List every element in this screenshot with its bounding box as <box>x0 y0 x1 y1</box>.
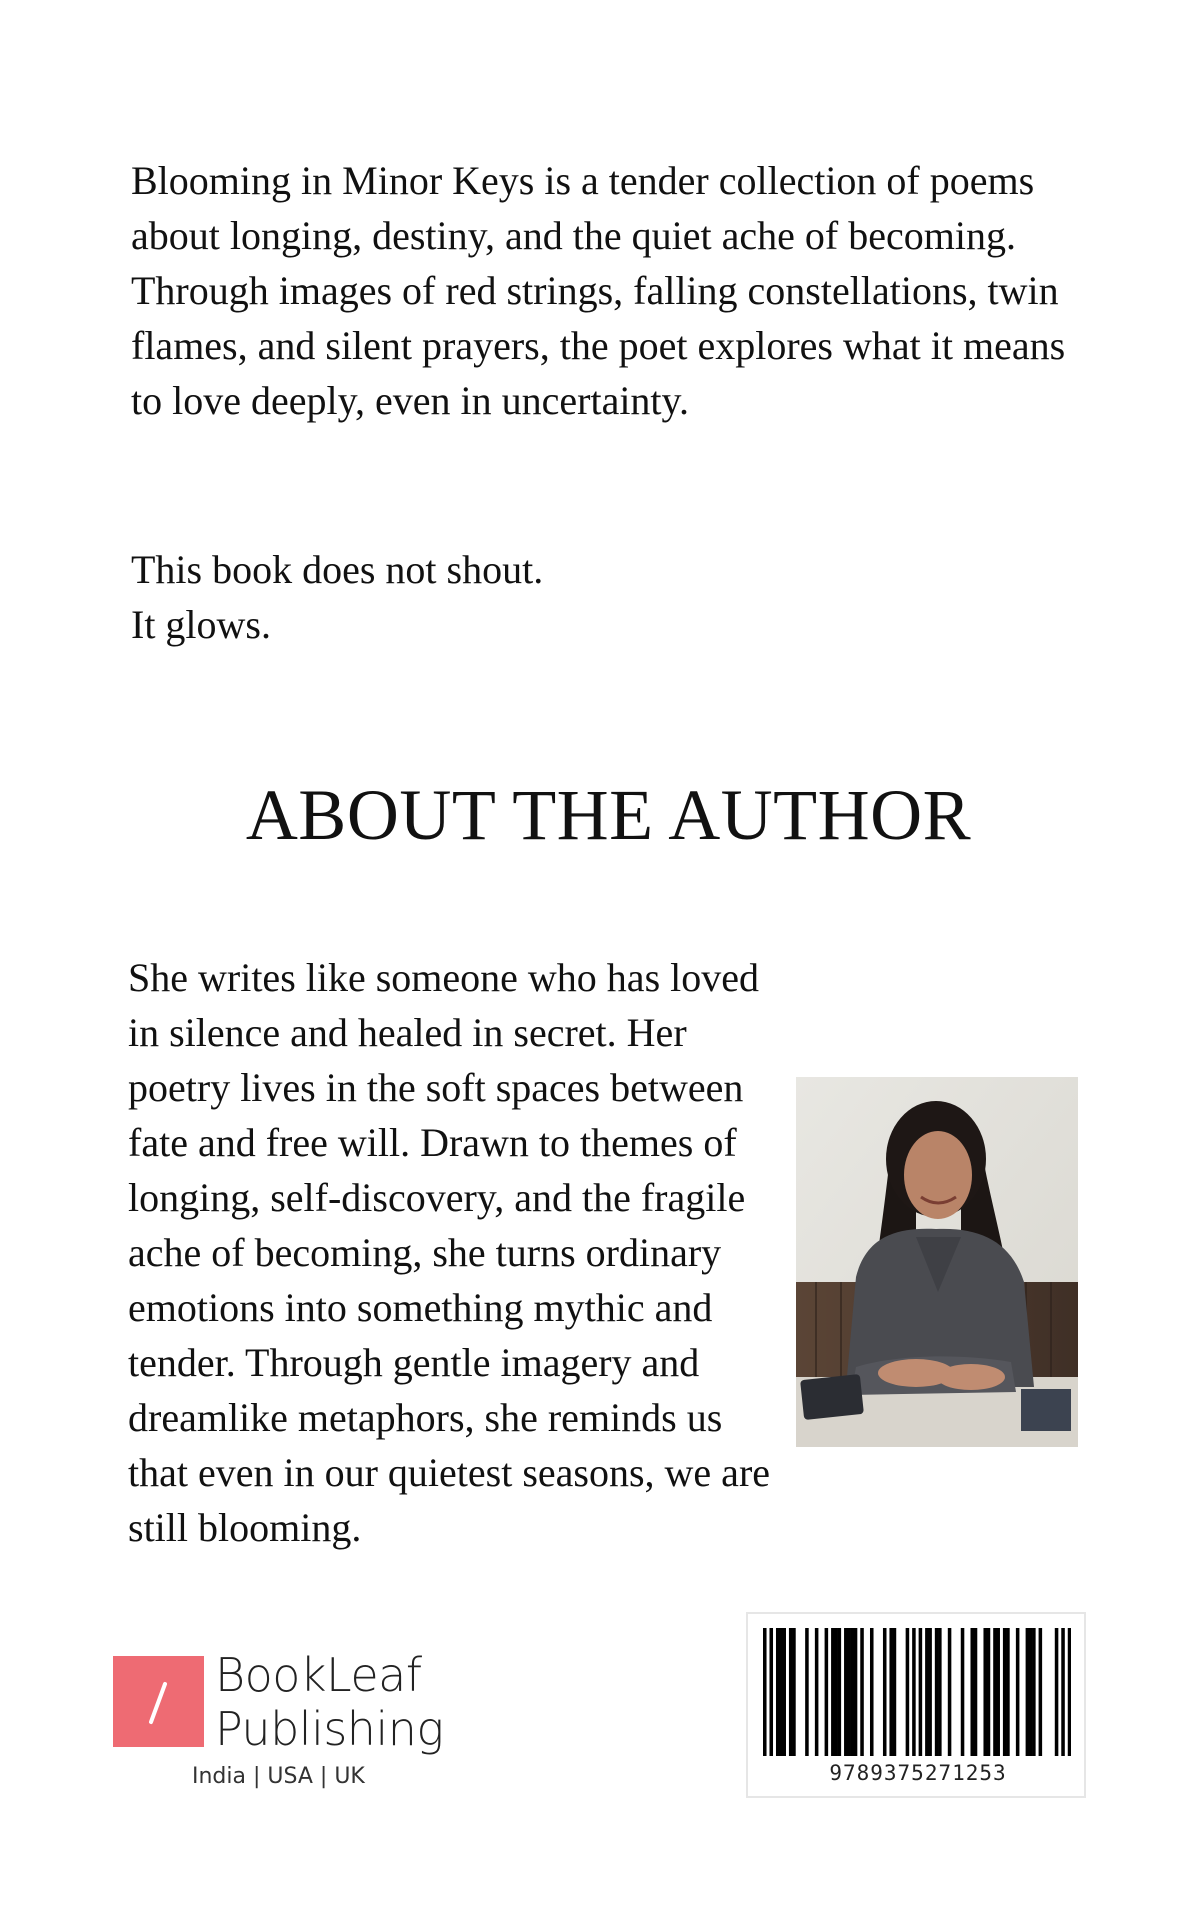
barcode-bar <box>851 1628 855 1756</box>
barcode-bar <box>1003 1628 1007 1756</box>
barcode-bar <box>983 1628 987 1756</box>
barcode-bar <box>993 1628 997 1756</box>
barcode-bar <box>961 1628 965 1756</box>
barcode-bar <box>938 1628 942 1756</box>
isbn-barcode <box>746 1612 1086 1798</box>
publisher-logo <box>113 1648 453 1802</box>
publisher-name-line-2: Publishing <box>215 1702 444 1756</box>
tagline-line-1: This book does not shout. <box>131 547 544 592</box>
barcode-bar <box>974 1628 978 1756</box>
about-author-heading: ABOUT THE AUTHOR <box>245 775 972 855</box>
barcode-icon <box>763 1628 1071 1756</box>
blurb-tagline <box>131 542 543 652</box>
barcode-bar <box>854 1628 858 1756</box>
barcode-bar <box>1068 1628 1071 1756</box>
author-photo-image <box>796 1077 1078 1447</box>
barcode-bar <box>831 1628 835 1756</box>
author-photo <box>796 1077 1078 1447</box>
barcode-bar <box>1032 1628 1036 1756</box>
barcode-bar <box>792 1628 796 1756</box>
barcode-bar <box>883 1628 887 1756</box>
barcode-bar <box>838 1628 842 1756</box>
blurb-paragraph: Blooming in Minor Keys is a tender collection of poems about longing, destiny, and the quiet ache of becoming. Through images of red strings, falling constellations, twin flames, and silent prayers, the poet explores what it means to love deeply, even in uncertainty. <box>131 158 1066 423</box>
tagline-line-2: It glows. <box>131 602 271 647</box>
barcode-bar <box>1061 1628 1065 1756</box>
barcode-bar <box>919 1628 923 1756</box>
barcode-bar <box>1029 1628 1033 1756</box>
barcode-bar <box>860 1628 864 1756</box>
slash-icon <box>113 1656 204 1747</box>
barcode-bar <box>912 1628 916 1756</box>
barcode-bar <box>776 1628 780 1756</box>
barcode-bar <box>844 1628 848 1756</box>
publisher-logo-mark <box>113 1656 204 1747</box>
barcode-bar <box>906 1628 910 1756</box>
barcode-bar <box>763 1628 767 1756</box>
barcode-bar <box>987 1628 991 1756</box>
barcode-bar <box>782 1628 786 1756</box>
barcode-bar <box>769 1628 773 1756</box>
barcode-bar <box>893 1628 897 1756</box>
barcode-bar <box>789 1628 793 1756</box>
barcode-bar <box>825 1628 829 1756</box>
barcode-bar <box>925 1628 929 1756</box>
barcode-bar <box>870 1628 874 1756</box>
author-bio: She writes like someone who has loved in silence and healed in secret. Her poetry lives in the soft spaces between fate and free will. Drawn to themes of longing, self-discovery, and the fragile ache of becoming, she turns ordinary emotions into something mythic and tender. Through gentle imagery and dreamlike metaphors, she reminds us that even in our quietest seasons, we are still blooming. <box>128 955 771 1550</box>
barcode-bars <box>763 1628 1071 1756</box>
barcode-bar <box>834 1628 838 1756</box>
barcode-bar <box>889 1628 893 1756</box>
barcode-bar <box>1016 1628 1020 1756</box>
publisher-name <box>215 1648 444 1756</box>
isbn-number: 9789375271253 <box>829 1761 1007 1785</box>
barcode-bar <box>1039 1628 1043 1756</box>
barcode-bar <box>847 1628 851 1756</box>
barcode-bar <box>779 1628 783 1756</box>
barcode-bar <box>815 1628 819 1756</box>
barcode-bar <box>1026 1628 1030 1756</box>
barcode-bar <box>805 1628 809 1756</box>
barcode-bar <box>1006 1628 1010 1756</box>
book-blurb <box>131 153 1091 428</box>
publisher-name-line-1: BookLeaf <box>215 1648 422 1702</box>
publisher-regions: India | USA | UK <box>192 1764 365 1789</box>
barcode-bar <box>928 1628 932 1756</box>
barcode-bar <box>1055 1628 1059 1756</box>
barcode-bar <box>996 1628 1000 1756</box>
barcode-bar <box>948 1628 952 1756</box>
barcode-bar <box>970 1628 974 1756</box>
barcode-bar <box>935 1628 939 1756</box>
